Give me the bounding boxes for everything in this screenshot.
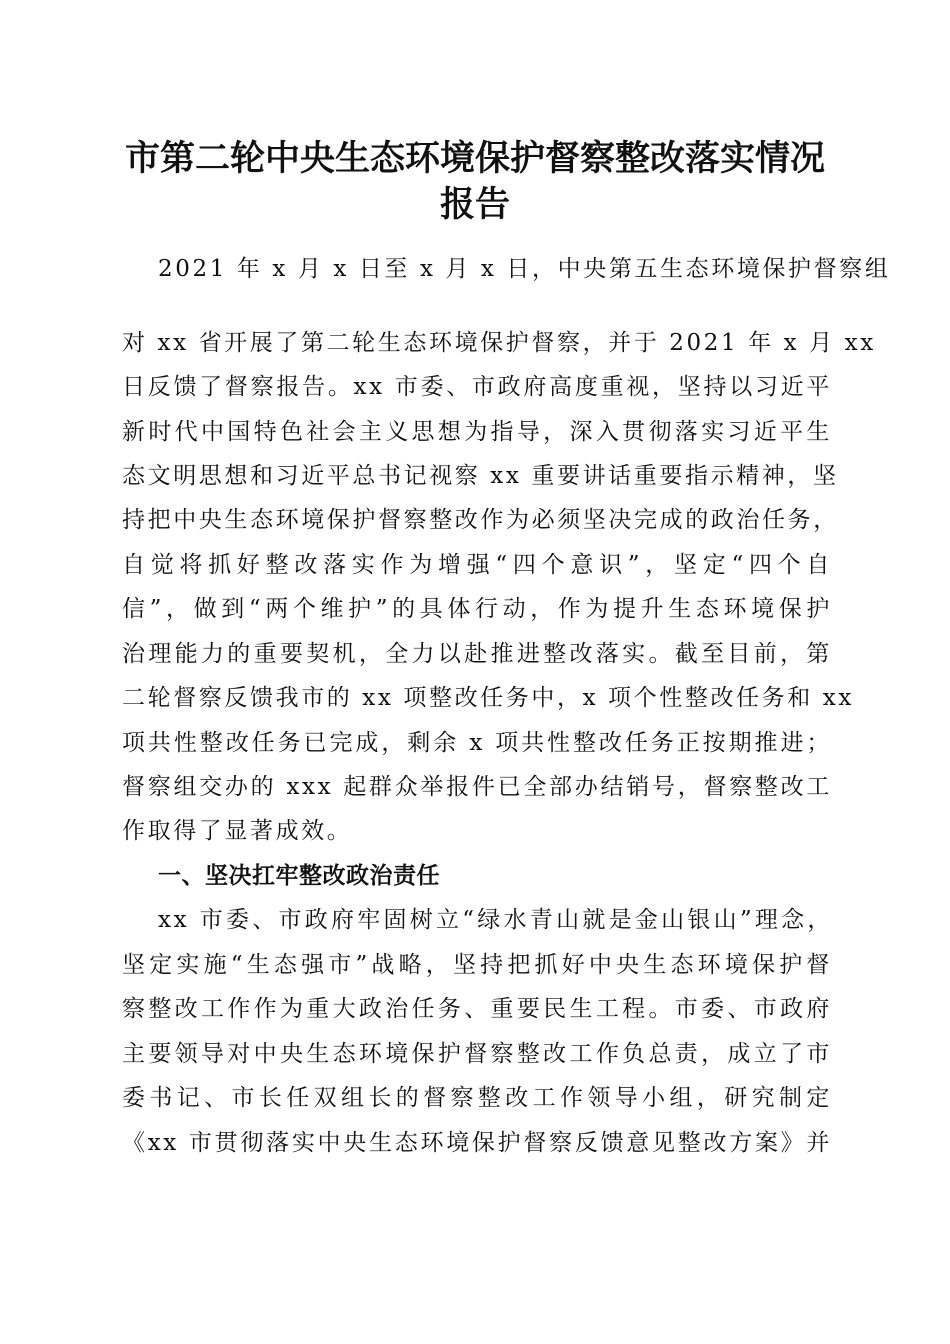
paragraph-line: 日反馈了督察报告。xx 市委、市政府高度重视，坚持以习近平 xyxy=(122,374,832,400)
paragraph-line: 自觉将抓好整改落实作为增强“四个意识”，坚定“四个自 xyxy=(122,552,832,578)
paragraph-line: 项共性整改任务已完成，剩余 x 项共性整改任务正按期推进； xyxy=(122,730,832,756)
paragraph-line: 作取得了显著成效。 xyxy=(122,818,353,844)
paragraph-line: 委书记、市长任双组长的督察整改工作领导小组，研究制定 xyxy=(122,1085,832,1111)
paragraph-line: 坚定实施“生态强市”战略，坚持把抓好中央生态环境保护督 xyxy=(122,952,832,978)
section-heading: 一、坚决扛牢整改政治责任 xyxy=(158,863,440,889)
paragraph-line: 治理能力的重要契机，全力以赴推进整改落实。截至目前，第 xyxy=(122,641,832,667)
paragraph-line: 态文明思想和习近平总书记视察 xx 重要讲话重要指示精神，坚 xyxy=(122,463,839,489)
paragraph-line: 2021 年 x 月 x 日至 x 月 x 日，中央第五生态环境保护督察组 xyxy=(158,256,891,282)
paragraph-line: 持把中央生态环境保护督察整改作为必须坚决完成的政治任务， xyxy=(122,507,839,533)
document-title-line-1: 市第二轮中央生态环境保护督察整改落实情况 xyxy=(124,138,825,179)
paragraph-line: 二轮督察反馈我市的 xx 项整改任务中，x 项个性整改任务和 xx xyxy=(122,685,854,711)
paragraph-line: 督察组交办的 xxx 起群众举报件已全部办结销号，督察整改工 xyxy=(122,774,832,800)
document-title-line-2: 报告 xyxy=(439,184,510,225)
paragraph-line: 对 xx 省开展了第二轮生态环境保护督察，并于 2021 年 x 月 xx xyxy=(122,330,876,356)
paragraph-line: 主要领导对中央生态环境保护督察整改工作负总责，成立了市 xyxy=(122,1041,832,1067)
paragraph-line: 《xx 市贯彻落实中央生态环境保护督察反馈意见整改方案》并 xyxy=(122,1130,832,1156)
paragraph-line: 新时代中国特色社会主义思想为指导，深入贯彻落实习近平生 xyxy=(122,419,832,445)
paragraph-line: xx 市委、市政府牢固树立“绿水青山就是金山银山”理念， xyxy=(158,907,833,933)
paragraph-line: 察整改工作作为重大政治任务、重要民生工程。市委、市政府 xyxy=(122,996,832,1022)
paragraph-line: 信”，做到“两个维护”的具体行动，作为提升生态环境保护 xyxy=(122,596,832,622)
